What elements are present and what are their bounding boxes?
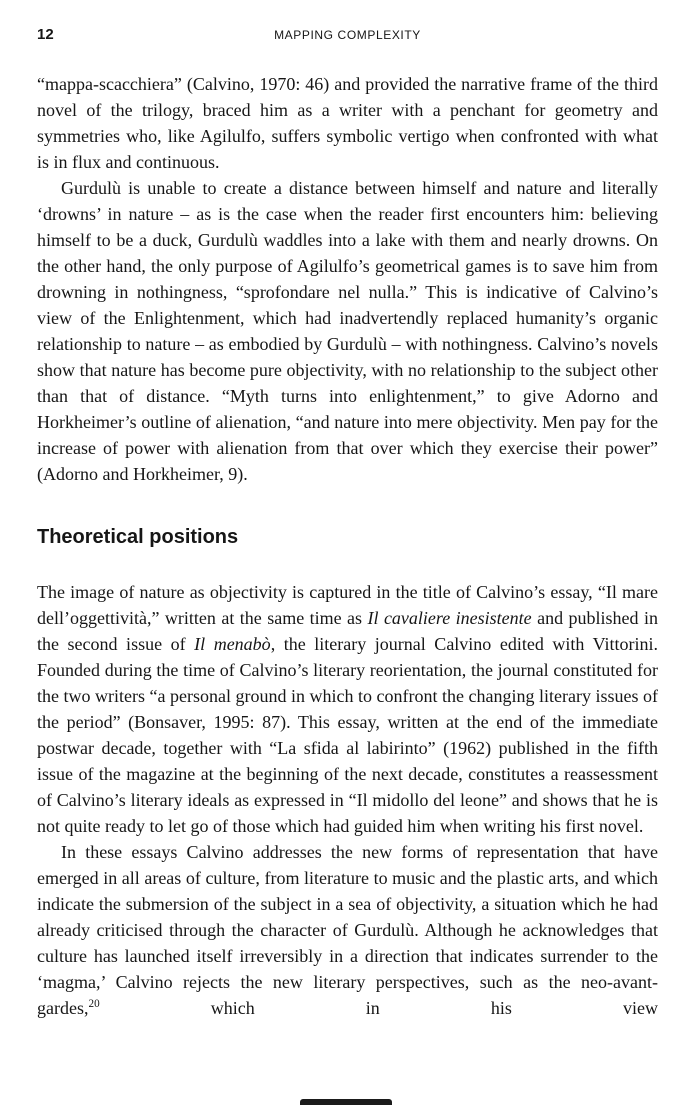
text-segment: Il menabò [194, 634, 271, 654]
text-segment: , the literary journal Calvino edited with Vittorini. Founded during the time of Calvino’s literary reorientation, the journal constituted for the two writers “a personal ground in which to confront the changing literary issues of the period” (Bonsaver, 1995: 87). This essay, written at the end of the immediate postwar decade, together with “La sfida al labirinto” (1962) published in the fifth issue of the magazine at the beginning of the next decade, constitutes a reassessment of Calvino’s literary ideals as expressed in “Il midollo del leone” and shows that he is not quite ready to let go of those which had guided him when writing his first novel. [37, 634, 659, 836]
text-segment: and published in the second issue of [37, 608, 658, 654]
running-head-title: MAPPING COMPLEXITY [274, 28, 421, 42]
text-segment: The image of nature as objectivity is captured in the title of Calvino’s essay, “Il mare dell’oggettività,” written at the same time as [37, 582, 658, 628]
footnote-reference: 20 [88, 998, 100, 1010]
running-header [37, 26, 658, 43]
text-segment: “mappa-scacchiera” (Calvino, 1970: 46) and provided the narrative frame of the third novel of the trilogy, braced him as a writer with a penchant for geometry and symmetries who, like Agilulfo, suffers symbolic vertigo when confronted with what is in flux and continuous. [37, 74, 658, 172]
text-segment: Gurdulù is unable to create a distance between himself and nature and literally ‘drowns’ in nature – as is the case when the reader first encounters him: believing himself to be a duck, Gurdulù waddles into a lake with them and nearly drowns. On the other hand, the only purpose of Agilulfo’s geometrical games is to save him from drowning in nothingness, “sprofondare nel nulla.” This is indicative of Calvino’s view of the Enlightenment, which had inadvertendly replaced humanity’s organic relationship to nature – as embodied by Gurdulù – with nothingness. Calvino’s novels show that nature has become pure objectivity, with no relationship to the subject other than that of distance. “Myth turns into enlightenment,” to give Adorno and Horkheimer’s outline of alienation, “and nature into mere objectivity. Men pay for the increase of power with alienation from that over which they exercise their power” (Adorno and Horkheimer, 9). [37, 178, 658, 484]
paragraph [37, 175, 658, 487]
paragraph [37, 839, 658, 1021]
text-segment: In these essays Calvino addresses the new forms of representation that have emerged in all areas of culture, from literature to music and the plastic arts, and which indicate the submersion of the subject in a sea of objectivity, a situation which he had already criticised through the character of Gurdulù. Although he acknowledges that culture has launched itself irreversibly in a direction that indicates surrender to the ‘magma,’ Calvino rejects the new literary perspectives, such as the neo-avant-gardes, [37, 842, 658, 1018]
page-number: 12 [37, 26, 54, 43]
text-segment: which in his view [99, 998, 658, 1018]
section-heading: Theoretical positions [37, 526, 239, 548]
paragraph [37, 71, 658, 175]
text-block [37, 71, 658, 1021]
paragraph [37, 579, 658, 839]
text-segment: Il cavaliere inesistente [367, 608, 532, 628]
page-edge-scan-artifact [300, 1099, 392, 1105]
